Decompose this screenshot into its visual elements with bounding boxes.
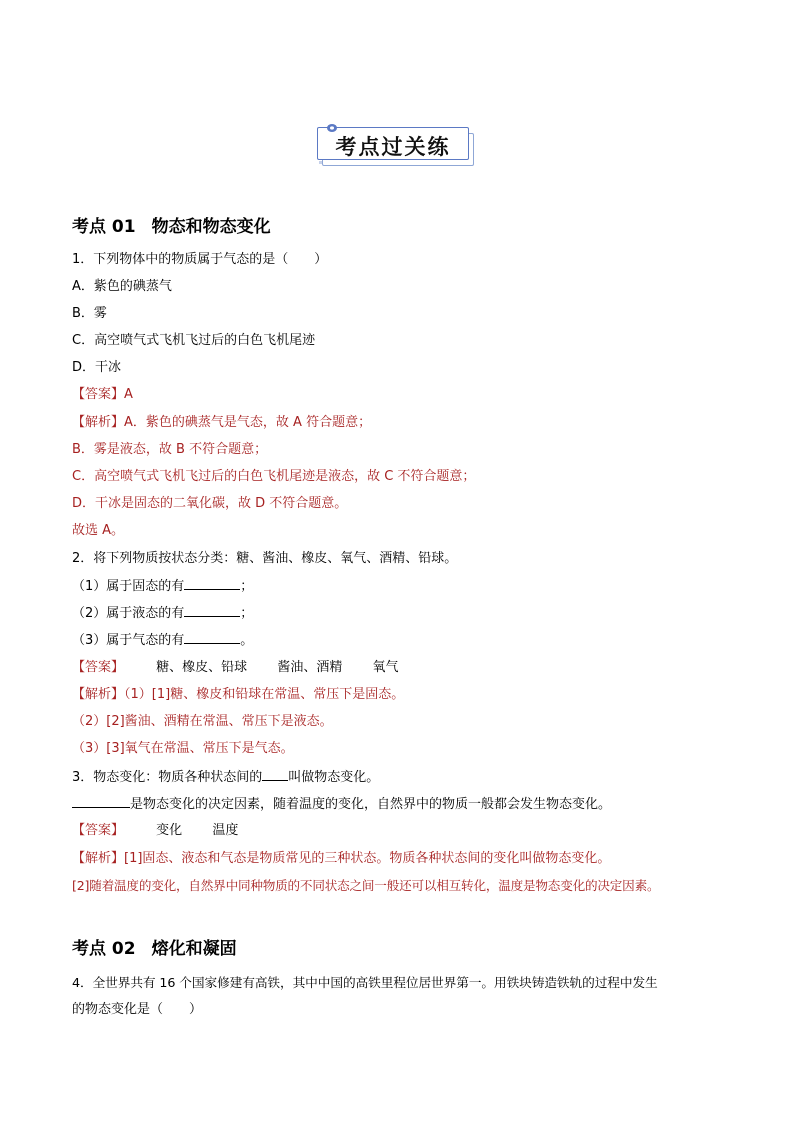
question-1-answer xyxy=(72,386,133,404)
section-banner xyxy=(317,127,475,167)
line-text: 是物态变化的决定因素，随着温度的变化，自然界中的物质一般都会发生物态变化。 xyxy=(130,797,612,812)
answer-blank[interactable] xyxy=(184,577,240,590)
question-1-conclusion: 故选 A。 xyxy=(72,523,125,538)
section-title: 物态和物态变化 xyxy=(151,217,271,237)
analysis-text: [1]固态、液态和气态是物质常见的三种状态。物质各种状态间的变化叫做物态变化。 xyxy=(124,851,611,866)
stem-part-a: 3．物态变化：物质各种状态间的 xyxy=(72,770,263,785)
question-1-option-c: C．高空喷气式飞机飞过后的白色飞机尾迹 xyxy=(72,333,316,348)
question-4-line-2: 的物态变化是（ ） xyxy=(72,1002,203,1017)
section-number: 考点 01 xyxy=(72,217,136,237)
answer-3: 氧气 xyxy=(372,660,399,675)
section-heading-01 xyxy=(72,216,271,238)
analysis-label: 【解析】 xyxy=(72,687,125,702)
question-3-line-2 xyxy=(72,795,611,814)
analysis-text: A．紫色的碘蒸气是气态，故 A 符合题意； xyxy=(124,415,372,430)
question-1-analysis-c: C．高空喷气式飞机飞过后的白色飞机尾迹是液态，故 C 不符合题意； xyxy=(72,469,476,484)
answer-1: 变化 xyxy=(156,823,183,838)
answer-2: 温度 xyxy=(212,823,239,838)
answer-1: 糖、橡皮、铅球 xyxy=(156,660,248,675)
analysis-label: 【解析】 xyxy=(72,851,125,866)
answer-blank[interactable] xyxy=(262,768,288,781)
question-2-answer xyxy=(72,659,398,677)
pin-icon xyxy=(326,123,338,133)
answer-2: 酱油、酒精 xyxy=(277,660,343,675)
answer-label: 【答案】 xyxy=(72,387,125,402)
analysis-label: 【解析】 xyxy=(72,415,125,430)
answer-value: A xyxy=(124,387,133,402)
section-title: 熔化和凝固 xyxy=(151,939,237,959)
banner-frame-front xyxy=(317,127,469,160)
question-1-stem: 1．下列物体中的物质属于气态的是（ ） xyxy=(72,252,328,267)
question-1-option-b: B．雾 xyxy=(72,306,107,321)
question-2-part-1 xyxy=(72,577,253,596)
question-1-option-a: A．紫色的碘蒸气 xyxy=(72,279,172,294)
question-1-option-d: D．干冰 xyxy=(72,360,122,375)
part-label: （3）属于气态的有 xyxy=(72,633,185,648)
question-2-analysis-3: （3）[3]氧气在常温、常压下是气态。 xyxy=(72,741,294,756)
stem-part-b: 叫做物态变化。 xyxy=(288,770,380,785)
question-1-analysis-d: D．干冰是固态的二氧化碳，故 D 不符合题意。 xyxy=(72,496,348,511)
answer-blank[interactable] xyxy=(72,795,130,808)
question-4-line-1: 4．全世界共有 16 个国家修建有高铁，其中中国的高铁里程位居世界第一。用铁块铸造铁轨的过程中发生 xyxy=(72,975,658,990)
question-3-analysis-1 xyxy=(72,850,610,868)
part-label: （1）属于固态的有 xyxy=(72,579,185,594)
part-end: ； xyxy=(240,606,254,621)
question-2-part-3 xyxy=(72,631,253,650)
question-3-stem xyxy=(72,768,379,787)
answer-label: 【答案】 xyxy=(72,823,125,838)
section-number: 考点 02 xyxy=(72,939,136,959)
section-heading-02 xyxy=(72,938,237,960)
answer-label: 【答案】 xyxy=(72,660,125,675)
question-1-analysis-b: B．雾是液态，故 B 不符合题意； xyxy=(72,442,268,457)
question-2-part-2 xyxy=(72,604,253,623)
banner-title: 考点过关练 xyxy=(335,135,451,159)
answer-blank[interactable] xyxy=(184,631,240,644)
answer-blank[interactable] xyxy=(184,604,240,617)
part-end: ； xyxy=(240,579,254,594)
question-1-analysis-a xyxy=(72,414,371,432)
part-label: （2）属于液态的有 xyxy=(72,606,185,621)
question-2-analysis-1 xyxy=(72,686,404,704)
question-2-analysis-2: （2）[2]酱油、酒精在常温、常压下是液态。 xyxy=(72,714,333,729)
question-2-stem: 2．将下列物质按状态分类：糖、酱油、橡皮、氧气、酒精、铅球。 xyxy=(72,551,458,566)
question-3-answer xyxy=(72,822,238,840)
question-3-analysis-2: [2]随着温度的变化，自然界中同种物质的不同状态之间一般还可以相互转化，温度是物态变化的决定因素。 xyxy=(72,878,660,893)
part-end: 。 xyxy=(240,633,254,648)
analysis-text: （1）[1]糖、橡皮和铅球在常温、常压下是固态。 xyxy=(124,687,405,702)
